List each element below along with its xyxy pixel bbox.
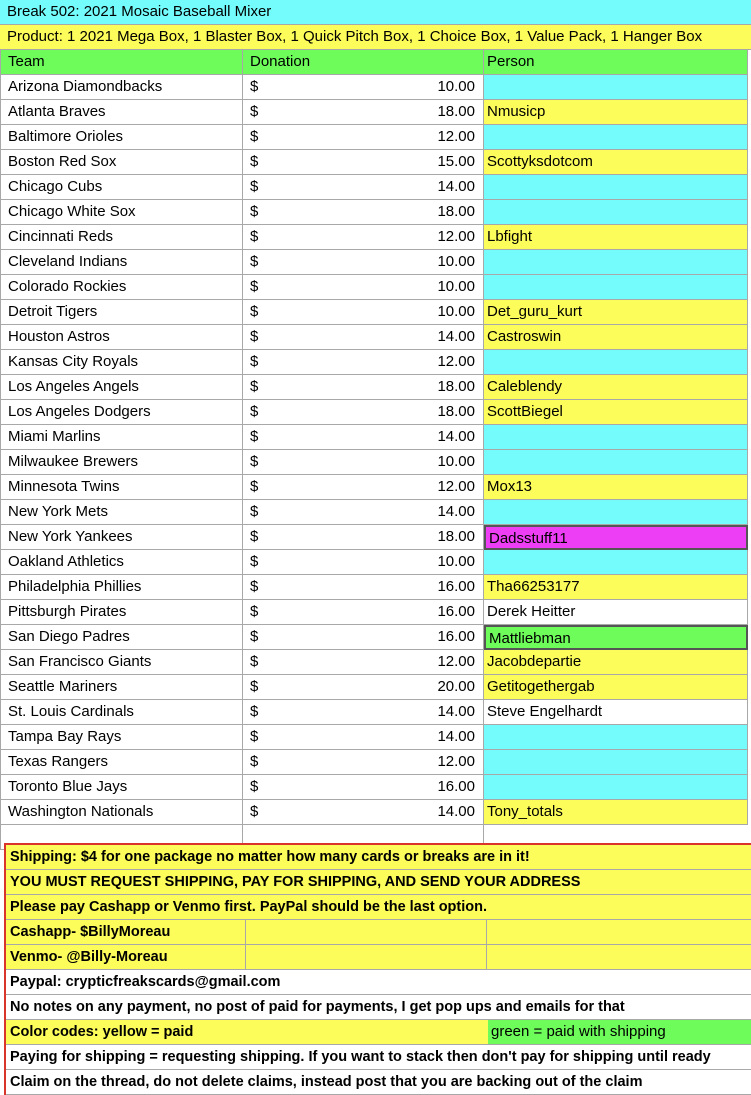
- currency-symbol: $: [250, 303, 259, 320]
- currency-symbol: $: [250, 678, 259, 695]
- note-row: [6, 970, 751, 995]
- donation-cell[interactable]: [243, 625, 484, 650]
- team-cell[interactable]: San Diego Padres: [0, 625, 243, 650]
- team-cell[interactable]: Baltimore Orioles: [0, 125, 243, 150]
- currency-symbol: $: [250, 103, 259, 120]
- donation-cell[interactable]: [243, 650, 484, 675]
- table-row: [0, 125, 751, 150]
- note-text[interactable]: Shipping: $4 for one package no matter how many cards or breaks are in it!: [10, 849, 530, 865]
- team-cell[interactable]: Los Angeles Angels: [0, 375, 243, 400]
- team-cell[interactable]: Toronto Blue Jays: [0, 775, 243, 800]
- note-divider: [245, 920, 246, 944]
- person-cell[interactable]: Dadsstuff11: [484, 525, 748, 550]
- team-cell[interactable]: Minnesota Twins: [0, 475, 243, 500]
- team-cell[interactable]: Houston Astros: [0, 325, 243, 350]
- donation-cell[interactable]: [243, 175, 484, 200]
- team-cell[interactable]: Cincinnati Reds: [0, 225, 243, 250]
- header-donation[interactable]: Donation: [243, 50, 484, 75]
- table-row: [0, 350, 751, 375]
- note-text[interactable]: Cashapp- $BillyMoreau: [10, 924, 171, 940]
- person-cell[interactable]: [484, 175, 748, 200]
- currency-symbol: $: [250, 478, 259, 495]
- person-cell[interactable]: Tha66253177: [484, 575, 748, 600]
- person-cell[interactable]: [484, 500, 748, 525]
- table-row: [0, 300, 751, 325]
- donation-amount: 10.00: [437, 78, 475, 95]
- currency-symbol: $: [250, 553, 259, 570]
- donation-cell[interactable]: [243, 400, 484, 425]
- donation-amount: 10.00: [437, 453, 475, 470]
- person-cell[interactable]: Det_guru_kurt: [484, 300, 748, 325]
- team-cell[interactable]: Boston Red Sox: [0, 150, 243, 175]
- donation-amount: 18.00: [437, 203, 475, 220]
- note-divider: [486, 920, 487, 944]
- currency-symbol: $: [250, 753, 259, 770]
- currency-symbol: $: [250, 528, 259, 545]
- product-description[interactable]: Product: 1 2021 Mega Box, 1 Blaster Box, 1 Quick Pitch Box, 1 Choice Box, 1 Value Pack, 1 Hanger Box: [0, 25, 751, 50]
- table-row: [0, 75, 751, 100]
- team-cell[interactable]: Milwaukee Brewers: [0, 450, 243, 475]
- currency-symbol: $: [250, 153, 259, 170]
- team-cell[interactable]: Miami Marlins: [0, 425, 243, 450]
- donation-cell[interactable]: [243, 300, 484, 325]
- team-cell[interactable]: Oakland Athletics: [0, 550, 243, 575]
- donation-cell[interactable]: [243, 700, 484, 725]
- currency-symbol: $: [250, 253, 259, 270]
- donation-amount: 20.00: [437, 678, 475, 695]
- person-cell[interactable]: Tony_totals: [484, 800, 748, 825]
- person-cell[interactable]: Castroswin: [484, 325, 748, 350]
- person-cell[interactable]: [484, 750, 748, 775]
- donation-cell[interactable]: [243, 550, 484, 575]
- note-text[interactable]: Paypal: crypticfreakscards@gmail.com: [10, 974, 281, 990]
- header-row: [0, 50, 751, 75]
- team-cell[interactable]: Chicago White Sox: [0, 200, 243, 225]
- team-cell[interactable]: Seattle Mariners: [0, 675, 243, 700]
- team-cell[interactable]: Colorado Rockies: [0, 275, 243, 300]
- donation-cell[interactable]: [243, 425, 484, 450]
- donation-cell[interactable]: [243, 250, 484, 275]
- note-text[interactable]: Claim on the thread, do not delete claims, instead post that you are backing out of the claim: [10, 1074, 643, 1090]
- donation-amount: 18.00: [437, 378, 475, 395]
- shipping-notes: [4, 843, 751, 1095]
- table-row: [0, 150, 751, 175]
- team-cell[interactable]: Los Angeles Dodgers: [0, 400, 243, 425]
- table-row: [0, 650, 751, 675]
- note-text[interactable]: Venmo- @Billy-Moreau: [10, 949, 168, 965]
- currency-symbol: $: [250, 203, 259, 220]
- team-cell[interactable]: Philadelphia Phillies: [0, 575, 243, 600]
- table-row: [0, 100, 751, 125]
- currency-symbol: $: [250, 453, 259, 470]
- donation-amount: 10.00: [437, 303, 475, 320]
- person-cell[interactable]: Jacobdepartie: [484, 650, 748, 675]
- team-cell[interactable]: Atlanta Braves: [0, 100, 243, 125]
- currency-symbol: $: [250, 328, 259, 345]
- team-cell[interactable]: Tampa Bay Rays: [0, 725, 243, 750]
- donation-cell[interactable]: [243, 725, 484, 750]
- donation-amount: 12.00: [437, 128, 475, 145]
- note-text[interactable]: No notes on any payment, no post of paid for payments, I get pop ups and emails for that: [10, 999, 625, 1015]
- donation-amount: 16.00: [437, 603, 475, 620]
- person-cell[interactable]: Getitogethergab: [484, 675, 748, 700]
- note-divider: [245, 945, 246, 969]
- donation-cell[interactable]: [243, 375, 484, 400]
- donation-amount: 14.00: [437, 728, 475, 745]
- person-cell[interactable]: [484, 425, 748, 450]
- note-text[interactable]: Paying for shipping = requesting shipping. If you want to stack then don't pay for shipping until ready: [10, 1049, 711, 1065]
- person-cell[interactable]: Caleblendy: [484, 375, 748, 400]
- donation-amount: 14.00: [437, 503, 475, 520]
- table-row: [0, 700, 751, 725]
- donation-cell[interactable]: [243, 75, 484, 100]
- currency-symbol: $: [250, 628, 259, 645]
- header-team[interactable]: Team: [0, 50, 243, 75]
- donation-amount: 12.00: [437, 753, 475, 770]
- donation-cell[interactable]: [243, 450, 484, 475]
- note-row: [6, 995, 751, 1020]
- donation-cell[interactable]: [243, 475, 484, 500]
- currency-symbol: $: [250, 428, 259, 445]
- table-row: [0, 175, 751, 200]
- table-row: [0, 325, 751, 350]
- table-row: [0, 425, 751, 450]
- person-cell[interactable]: ScottBiegel: [484, 400, 748, 425]
- table-row: [0, 275, 751, 300]
- donation-amount: 18.00: [437, 403, 475, 420]
- table-row: [0, 400, 751, 425]
- currency-symbol: $: [250, 278, 259, 295]
- note-row: [6, 920, 751, 945]
- note-row: [6, 1020, 751, 1045]
- donation-cell[interactable]: [243, 200, 484, 225]
- table-row: [0, 625, 751, 650]
- currency-symbol: $: [250, 803, 259, 820]
- table-row: [0, 675, 751, 700]
- person-cell[interactable]: Lbfight: [484, 225, 748, 250]
- currency-symbol: $: [250, 228, 259, 245]
- donation-amount: 14.00: [437, 428, 475, 445]
- person-cell[interactable]: Steve Engelhardt: [484, 700, 748, 725]
- donation-cell[interactable]: [243, 100, 484, 125]
- team-cell[interactable]: Detroit Tigers: [0, 300, 243, 325]
- donation-cell[interactable]: [243, 600, 484, 625]
- team-cell[interactable]: Pittsburgh Pirates: [0, 600, 243, 625]
- donation-amount: 15.00: [437, 153, 475, 170]
- donation-amount: 18.00: [437, 103, 475, 120]
- person-cell[interactable]: [484, 275, 748, 300]
- currency-symbol: $: [250, 728, 259, 745]
- team-cell[interactable]: Chicago Cubs: [0, 175, 243, 200]
- title-row: [0, 0, 751, 25]
- note-row: [6, 1045, 751, 1070]
- donation-cell[interactable]: [243, 750, 484, 775]
- table-row: [0, 200, 751, 225]
- currency-symbol: $: [250, 403, 259, 420]
- header-person[interactable]: Person: [484, 50, 748, 75]
- table-row: [0, 525, 751, 550]
- team-cell[interactable]: Washington Nationals: [0, 800, 243, 825]
- note-text[interactable]: Please pay Cashapp or Venmo first. PayPal should be the last option.: [10, 899, 488, 915]
- team-cell[interactable]: Arizona Diamondbacks: [0, 75, 243, 100]
- table-row: [0, 725, 751, 750]
- donation-amount: 12.00: [437, 478, 475, 495]
- table-row: [0, 450, 751, 475]
- currency-symbol: $: [250, 653, 259, 670]
- note-text[interactable]: YOU MUST REQUEST SHIPPING, PAY FOR SHIPPING, AND SEND YOUR ADDRESS: [10, 874, 581, 890]
- donation-cell[interactable]: [243, 575, 484, 600]
- donation-cell[interactable]: [243, 800, 484, 825]
- note-text[interactable]: Color codes: yellow = paid: [10, 1024, 194, 1040]
- table-row: [0, 475, 751, 500]
- table-row: [0, 575, 751, 600]
- table-row: [0, 250, 751, 275]
- currency-symbol: $: [250, 378, 259, 395]
- currency-symbol: $: [250, 778, 259, 795]
- table-row: [0, 375, 751, 400]
- table-row: [0, 775, 751, 800]
- team-cell[interactable]: Cleveland Indians: [0, 250, 243, 275]
- team-rows: [0, 75, 751, 825]
- donation-amount: 14.00: [437, 328, 475, 345]
- product-row: [0, 25, 751, 50]
- team-cell[interactable]: New York Mets: [0, 500, 243, 525]
- currency-symbol: $: [250, 353, 259, 370]
- donation-amount: 12.00: [437, 653, 475, 670]
- donation-amount: 10.00: [437, 278, 475, 295]
- donation-amount: 18.00: [437, 528, 475, 545]
- donation-amount: 10.00: [437, 253, 475, 270]
- note-row: [6, 845, 751, 870]
- donation-cell[interactable]: [243, 675, 484, 700]
- table-row: [0, 500, 751, 525]
- donation-amount: 14.00: [437, 703, 475, 720]
- table-row: [0, 225, 751, 250]
- donation-amount: 16.00: [437, 628, 475, 645]
- person-cell[interactable]: Mox13: [484, 475, 748, 500]
- table-row: [0, 800, 751, 825]
- donation-amount: 12.00: [437, 228, 475, 245]
- currency-symbol: $: [250, 578, 259, 595]
- team-cell[interactable]: New York Yankees: [0, 525, 243, 550]
- person-cell[interactable]: [484, 250, 748, 275]
- person-cell[interactable]: [484, 350, 748, 375]
- currency-symbol: $: [250, 603, 259, 620]
- team-cell[interactable]: San Francisco Giants: [0, 650, 243, 675]
- currency-symbol: $: [250, 78, 259, 95]
- break-title[interactable]: Break 502: 2021 Mosaic Baseball Mixer: [0, 0, 751, 25]
- team-cell[interactable]: St. Louis Cardinals: [0, 700, 243, 725]
- person-cell[interactable]: [484, 125, 748, 150]
- donation-cell[interactable]: [243, 350, 484, 375]
- currency-symbol: $: [250, 703, 259, 720]
- note-row: [6, 870, 751, 895]
- color-code-green[interactable]: green = paid with shipping: [488, 1020, 751, 1044]
- person-cell[interactable]: [484, 725, 748, 750]
- note-row: [6, 1070, 751, 1095]
- donation-amount: 16.00: [437, 778, 475, 795]
- team-cell[interactable]: Kansas City Royals: [0, 350, 243, 375]
- person-cell[interactable]: Mattliebman: [484, 625, 748, 650]
- table-row: [0, 550, 751, 575]
- table-row: [0, 600, 751, 625]
- donation-cell[interactable]: [243, 225, 484, 250]
- currency-symbol: $: [250, 178, 259, 195]
- donation-cell[interactable]: [243, 125, 484, 150]
- donation-amount: 14.00: [437, 178, 475, 195]
- person-cell[interactable]: Derek Heitter: [484, 600, 748, 625]
- person-cell[interactable]: [484, 550, 748, 575]
- person-cell[interactable]: Nmusicp: [484, 100, 748, 125]
- donation-cell[interactable]: [243, 325, 484, 350]
- note-row: [6, 945, 751, 970]
- person-cell[interactable]: [484, 75, 748, 100]
- donation-amount: 14.00: [437, 803, 475, 820]
- person-cell[interactable]: [484, 775, 748, 800]
- note-row: [6, 895, 751, 920]
- donation-amount: 16.00: [437, 578, 475, 595]
- table-row: [0, 750, 751, 775]
- donation-amount: 12.00: [437, 353, 475, 370]
- donation-cell[interactable]: [243, 275, 484, 300]
- donation-cell[interactable]: [243, 500, 484, 525]
- currency-symbol: $: [250, 128, 259, 145]
- donation-cell[interactable]: [243, 775, 484, 800]
- person-cell[interactable]: Scottyksdotcom: [484, 150, 748, 175]
- currency-symbol: $: [250, 503, 259, 520]
- person-cell[interactable]: [484, 450, 748, 475]
- note-divider: [486, 945, 487, 969]
- donation-amount: 10.00: [437, 553, 475, 570]
- person-cell[interactable]: [484, 200, 748, 225]
- donation-cell[interactable]: [243, 150, 484, 175]
- team-cell[interactable]: Texas Rangers: [0, 750, 243, 775]
- donation-cell[interactable]: [243, 525, 484, 550]
